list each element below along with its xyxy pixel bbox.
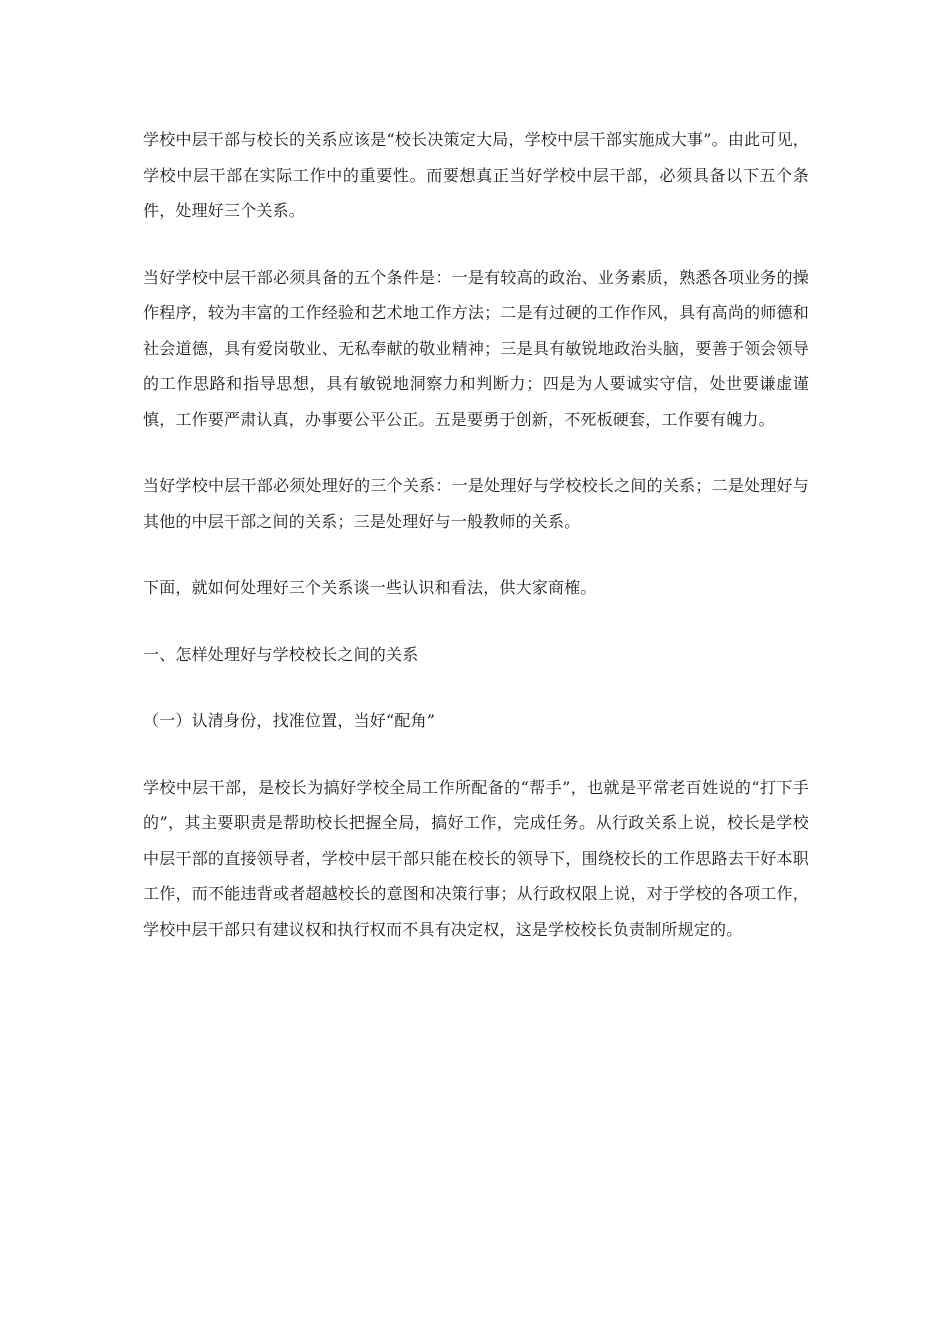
five-conditions-paragraph: 当好学校中层干部必须具备的五个条件是：一是有较高的政治、业务素质，熟悉各项业务的操作程序，较为丰富的工作经验和艺术地工作方法；二是有过硬的工作作风，具有高尚的师德和社会道德，具有爱岗敬业、无私奉献的敬业精神；三是具有敏锐地政治头脑，要善于领会领导的工作思路和指导思想，具有敏锐地洞察力和判断力；四是为人要诚实守信，处世要谦虚谨慎，工作要严肃认真，办事要公平公正。五是要勇于创新，不死板硬套，工作要有魄力。 — [143, 267, 809, 429]
document-body — [143, 122, 809, 947]
three-relations-paragraph: 当好学校中层干部必须处理好的三个关系：一是处理好与学校校长之间的关系；二是处理好与其他的中层干部之间的关系；三是处理好与一般教师的关系。 — [143, 476, 809, 531]
subsection-heading-1: （一）认清身份，找准位置，当好“配角” — [143, 711, 436, 730]
intro-paragraph: 学校中层干部与校长的关系应该是“校长决策定大局，学校中层干部实施成大事”。由此可见，学校中层干部在实际工作中的重要性。而要想真正当好学校中层干部，必须具备以下五个条件，处理好三个关系。 — [143, 130, 809, 220]
section-heading-1: 一、怎样处理好与学校校长之间的关系 — [143, 644, 419, 664]
transition-paragraph: 下面，就如何处理好三个关系谈一些认识和看法，供大家商榷。 — [143, 578, 597, 597]
body-paragraph: 学校中层干部，是校长为搞好学校全局工作所配备的“帮手”，也就是平常老百姓说的“打下手的”，其主要职责是帮助校长把握全局，搞好工作，完成任务。从行政关系上说，校长是学校中层干部的直接领导者，学校中层干部只能在校长的领导下，围绕校长的工作思路去干好本职工作，而不能违背或者超越校长的意图和决策行事；从行政权限上说，对于学校的各项工作，学校中层干部只有建议权和执行权而不具有决定权，这是学校校长负责制所规定的。 — [143, 777, 809, 939]
